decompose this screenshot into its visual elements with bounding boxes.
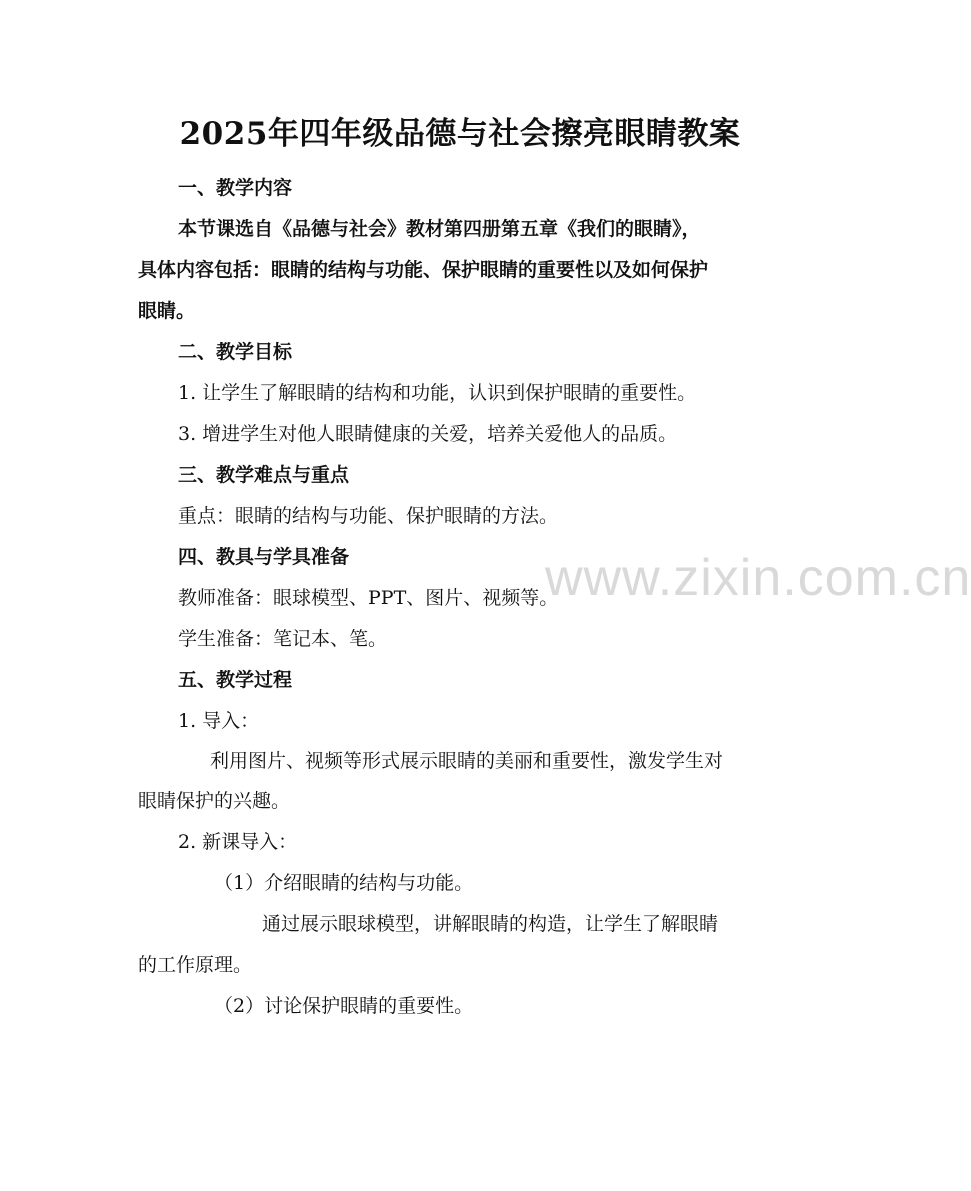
section-heading-focus: 三、教学难点与重点 [178, 464, 350, 486]
section-heading-goals: 二、教学目标 [178, 341, 293, 363]
goal-item: 1. 让学生了解眼睛的结构和功能，认识到保护眼睛的重要性。 [178, 382, 697, 404]
process-substep-text: 的工作原理。 [138, 954, 253, 976]
content-paragraph-line: 眼睛。 [138, 300, 196, 322]
teacher-preparation: 教师准备：眼球模型、PPT、图片、视频等。 [178, 587, 559, 609]
document-title: 2025年四年级品德与社会擦亮眼睛教案 [179, 116, 741, 152]
section-heading-tools: 四、教具与学具准备 [178, 546, 350, 568]
process-step-text: 眼睛保护的兴趣。 [138, 790, 291, 812]
process-step: 2. 新课导入： [178, 831, 298, 853]
content-paragraph-line: 本节课选自《品德与社会》教材第四册第五章《我们的眼睛》， [178, 218, 701, 240]
process-step-text: 利用图片、视频等形式展示眼睛的美丽和重要性，激发学生对 [210, 750, 724, 772]
watermark: www.zixin.com.cn [545, 549, 971, 607]
goal-item: 3. 增进学生对他人眼睛健康的关爱，培养关爱他人的品质。 [178, 423, 678, 445]
process-step: 1. 导入： [178, 710, 260, 732]
process-substep: （2）讨论保护眼睛的重要性。 [214, 995, 474, 1017]
student-preparation: 学生准备：笔记本、笔。 [178, 628, 388, 650]
section-heading-process: 五、教学过程 [178, 669, 293, 691]
section-heading-content: 一、教学内容 [178, 177, 293, 199]
process-substep: （1）介绍眼睛的结构与功能。 [214, 872, 474, 894]
process-substep-text: 通过展示眼球模型，讲解眼睛的构造，让学生了解眼睛 [262, 913, 719, 935]
focus-key-point: 重点：眼睛的结构与功能、保护眼睛的方法。 [178, 505, 559, 527]
content-paragraph-line: 具体内容包括：眼睛的结构与功能、保护眼睛的重要性以及如何保护 [138, 259, 709, 281]
